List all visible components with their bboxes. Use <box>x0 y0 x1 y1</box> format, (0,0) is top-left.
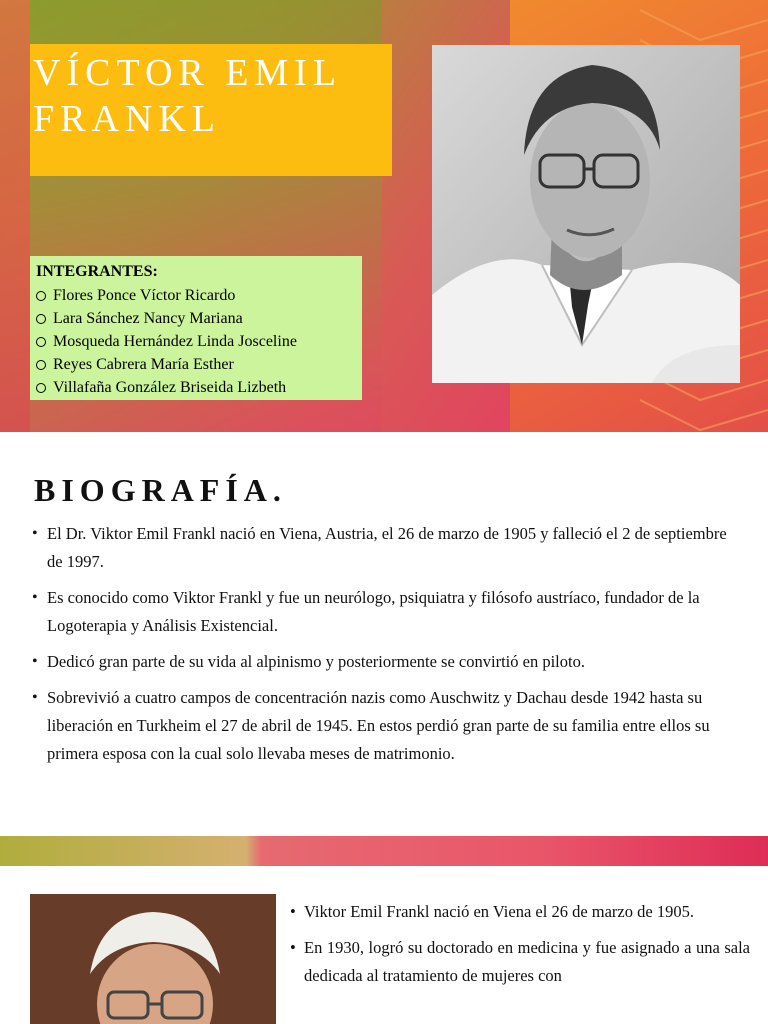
background-band-left <box>0 0 30 432</box>
slide-title: VÍCTOR EMIL FRANKL <box>33 52 341 140</box>
circle-bullet-icon <box>36 360 46 370</box>
biography-list <box>30 520 740 776</box>
list-item: • Es conocido como Viktor Frankl y fue un neurólogo, psiquiatra y filósofo austríaco, fundador de la Logoterapia y Análisis Existencial. <box>30 584 740 640</box>
members-header: INTEGRANTES: <box>36 263 158 280</box>
biography-title: BIOGRAFÍA. <box>34 472 287 508</box>
list-item <box>36 284 362 307</box>
list-item: • Dedicó gran parte de su vida al alpinismo y posteriormente se convirtió en piloto. <box>30 648 740 676</box>
circle-bullet-icon <box>36 337 46 347</box>
circle-bullet-icon <box>36 383 46 393</box>
members-box <box>30 256 362 400</box>
biography-slide <box>0 432 768 838</box>
list-item <box>36 330 362 353</box>
elderly-frankl-photo <box>30 894 276 1024</box>
portrait-illustration <box>432 45 740 383</box>
list-item <box>36 376 362 399</box>
member-name: Reyes Cabrera María Esther <box>53 356 234 373</box>
list-item: • Viktor Emil Frankl nació en Viena el 26 de marzo de 1905. <box>288 898 750 926</box>
list-item <box>36 307 362 330</box>
frankl-portrait-photo <box>432 45 740 383</box>
member-name: Flores Ponce Víctor Ricardo <box>53 287 236 304</box>
members-list <box>36 284 362 399</box>
circle-bullet-icon <box>36 314 46 324</box>
member-name: Mosqueda Hernández Linda Josceline <box>53 333 297 350</box>
list-item <box>36 353 362 376</box>
biography-continued-list <box>288 898 750 998</box>
title-slide <box>0 0 768 432</box>
list-item: • El Dr. Viktor Emil Frankl nació en Viena, Austria, el 26 de marzo de 1905 y falleció el 2 de septiembre de 1997. <box>30 520 740 576</box>
biography-continued-slide <box>0 866 768 1024</box>
elderly-portrait-illustration <box>30 894 276 1024</box>
member-name: Villafaña González Briseida Lizbeth <box>53 379 287 396</box>
member-name: Lara Sánchez Nancy Mariana <box>53 310 243 327</box>
list-item: • Sobrevivió a cuatro campos de concentración nazis como Auschwitz y Dachau desde 1942 hasta su liberación en Turkheim el 27 de abril de 1945. En estos perdió gran parte de su familia entre ellos su primera esposa con la cual solo llevaba meses de matrimonio. <box>30 684 740 768</box>
list-item: • En 1930, logró su doctorado en medicina y fue asignado a una sala dedicada al tratamiento de mujeres con <box>288 934 750 990</box>
title-box <box>30 44 392 176</box>
slide-divider-bar <box>0 836 768 866</box>
circle-bullet-icon <box>36 291 46 301</box>
